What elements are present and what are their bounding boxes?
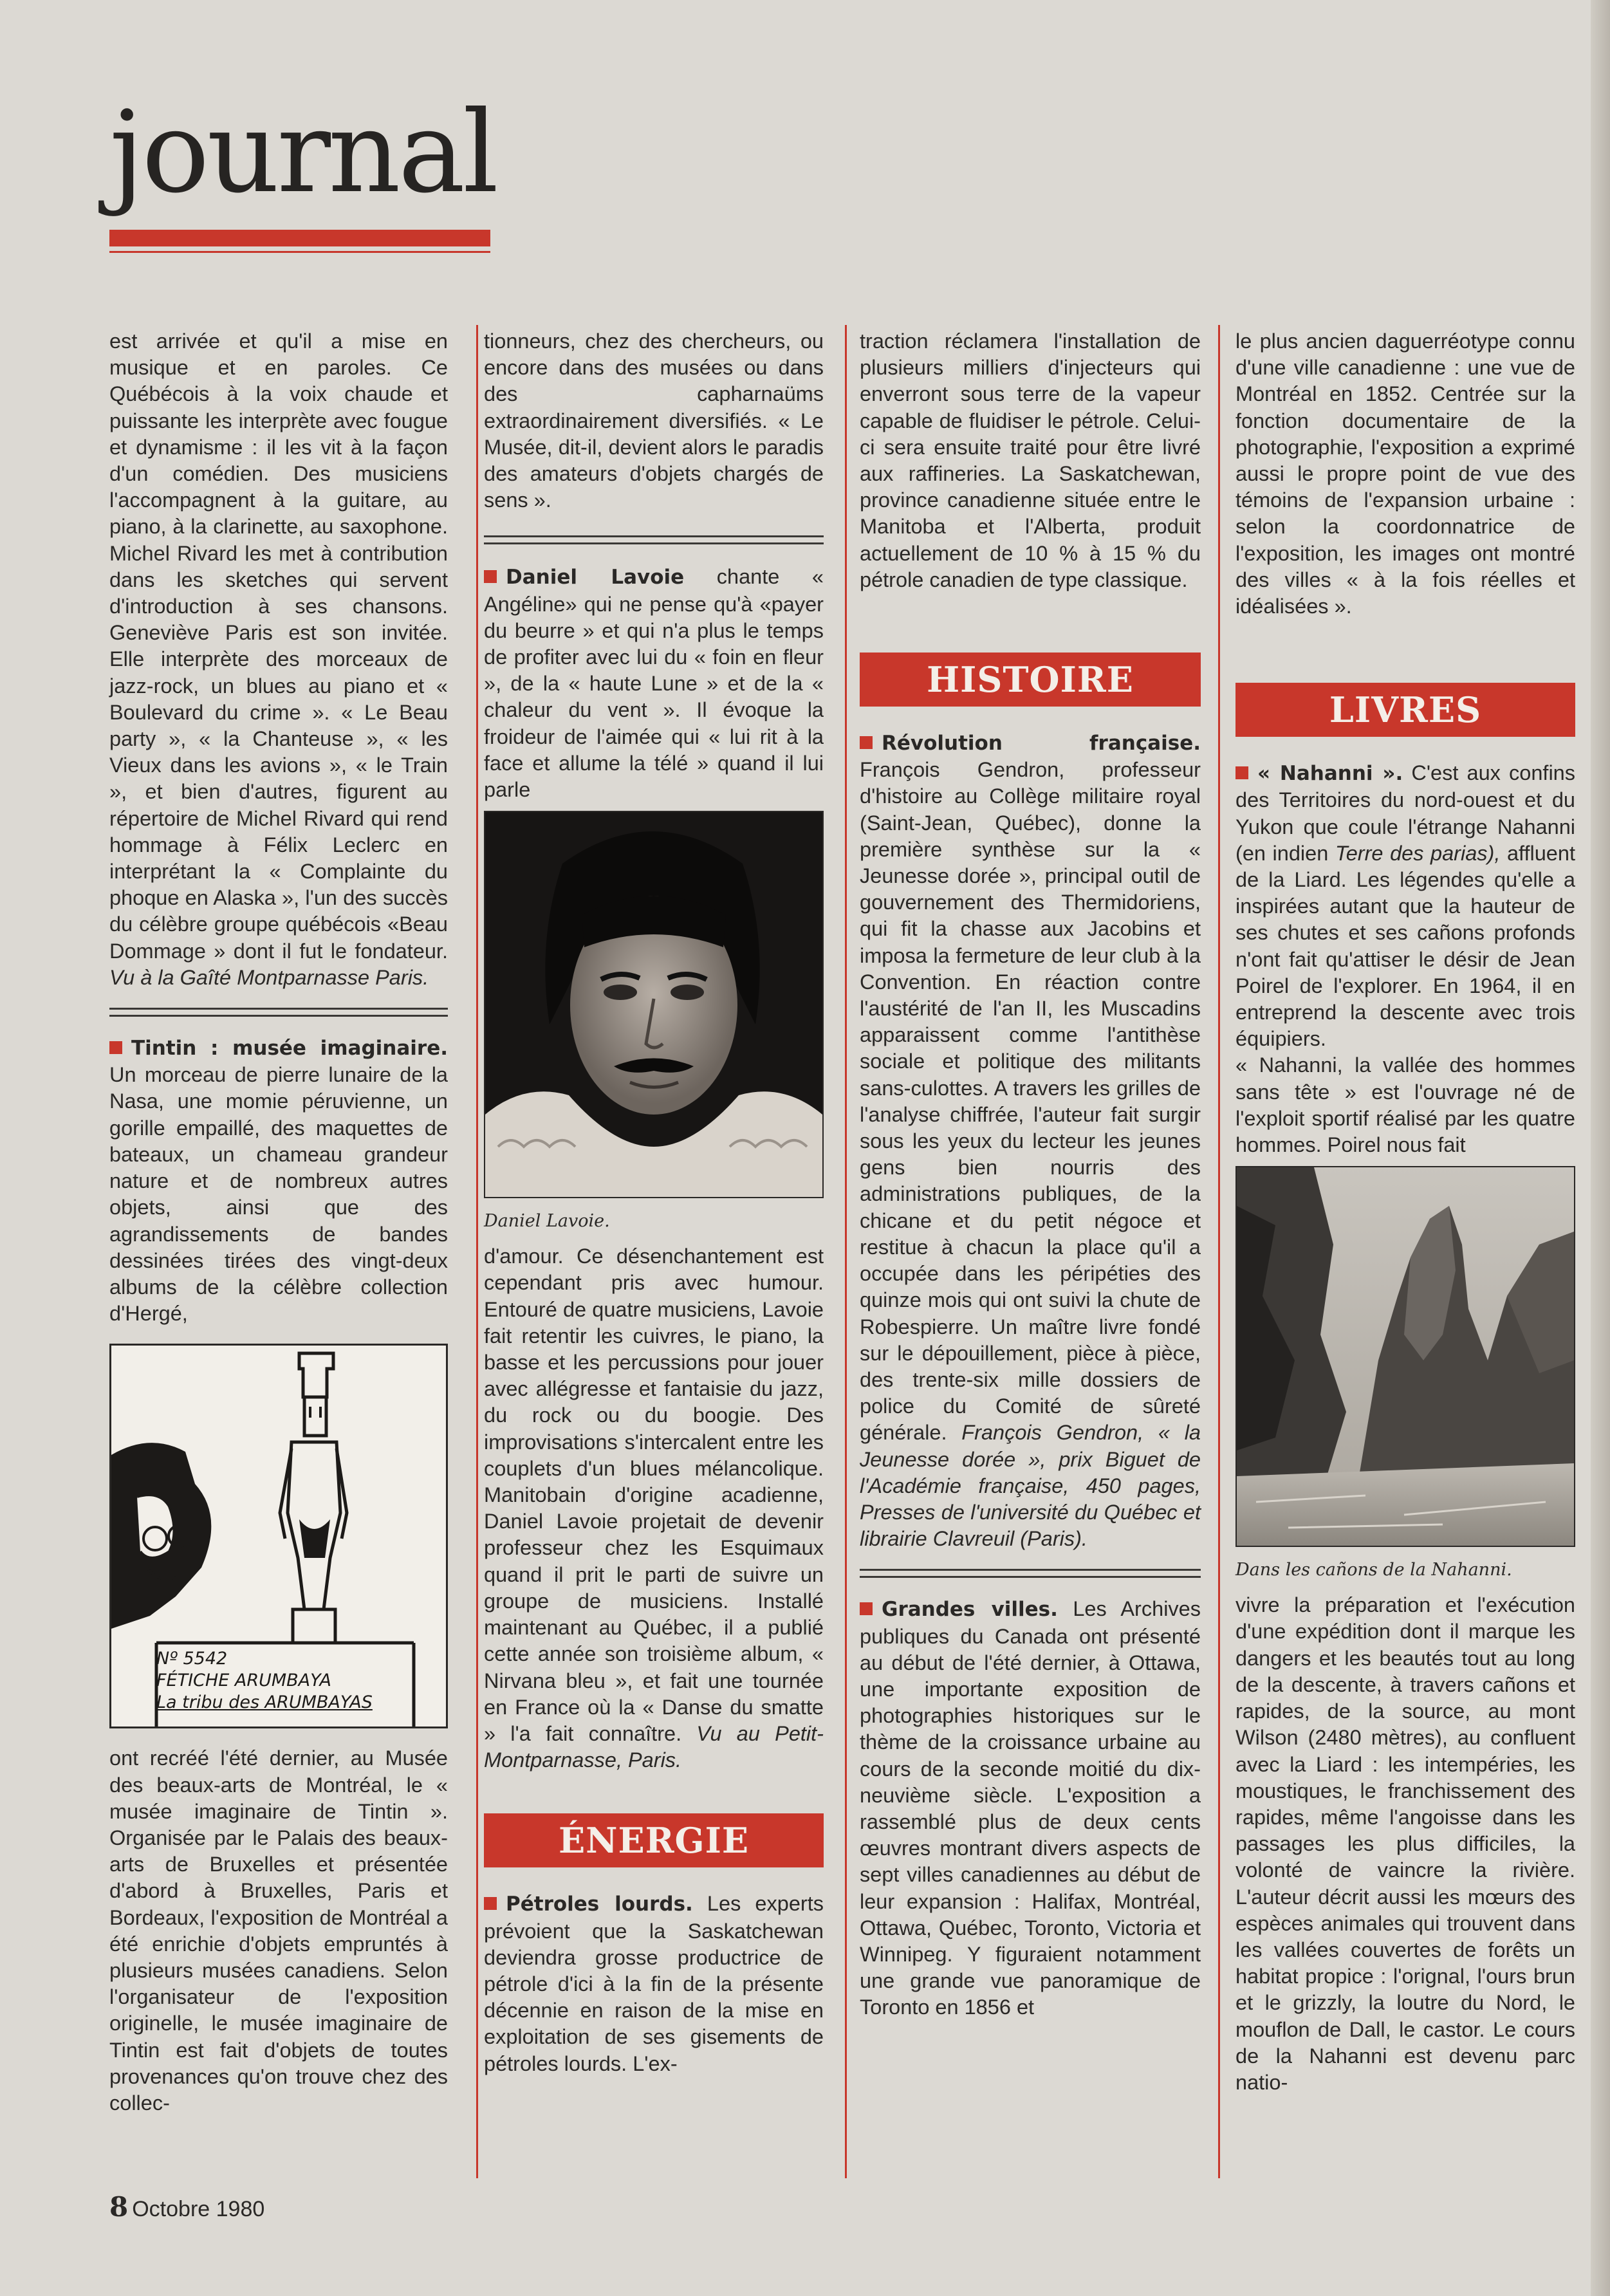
photo-caption-lavoie: Daniel Lavoie. [484, 1211, 610, 1232]
nahanni-article: « Nahanni ». C'est aux confins des Territoires du nord-ouest et du Yukon que coule l'étrange Nahanni (en indien Terre des parias), affluent de la Liard. Les légendes qu'elle a inspirées autant que la hauteur de ses chutes et ses cañons profonds n'ont fait qu'attiser le désir de Jean Poirel de l'explorer. En 1964, il en entreprend la descente avec trois équipiers. [1235, 761, 1575, 1051]
section-header-livres: LIVRES [1235, 683, 1575, 737]
photo-caption-nahanni: Dans les cañons de la Nahanni. [1235, 1560, 1512, 1580]
revolution-article: Révolution française. François Gendron, professeur d'histoire au Collège militaire royal (Saint-Jean, Québec), donne la première synthèse sur la « Jeunesse dorée », principal outil de gouvernement des Thermidoriens, qui fit la chasse aux Jacobins et imposa la fermeture de leur club à la Convention. En réaction contre l'austérité de l'an II, les Muscadins apparaissent comme l'antithèse sociale et politique des militants sans-culottes. A travers les grilles de l'analyse chiffrée, l'auteur fait surgir sous les yeux du lecteur les jeunes gens bien nourris des administrations publiques, de la chicane et du petit négoce et restitue à chacun la place qu'il a occupée dans les péripéties des quinze mois qui ont suivi la chute de Robespierre. Un maître livre fondé sur le dépouillement, pièce à pièce, des trente-six mille dossiers de police du Comité de sûreté générale. François Gendron, « la Jeunesse dorée », prix Biguet de l'Académie française, 450 pages, Presses de l'université du Québec et librairie Clavreuil (Paris). [860, 732, 1201, 1551]
bullet-square-icon [860, 736, 873, 749]
nahanni-caption-area [1235, 1547, 1575, 1592]
column-rule-1 [476, 325, 478, 2178]
portrait-image [485, 812, 822, 1197]
masthead-title: journal [109, 88, 496, 218]
separator [484, 535, 824, 544]
page-edge-shadow [1591, 0, 1610, 2296]
separator [109, 1008, 448, 1017]
daniel-lavoie-photo [484, 811, 824, 1198]
section-header-histoire: HISTOIRE [860, 653, 1201, 707]
nahanni-canyon-photo [1235, 1166, 1575, 1547]
bullet-square-icon [484, 570, 497, 583]
grandes-villes-article: Grandes villes. Les Archives publiques du Canada ont présenté au début de l'été dernier, à Ottawa, une importante exposition de photographies historiques sur le thème de la croissance urbaine au cours de la seconde moitié du dix-neuvième siècle. L'exposition a rassemblé plus de deux cents œuvres montrant divers aspects de sept villes canadiennes au début de leur expansion : Halifax, Montréal, Ottawa, Québec, Toronto, Victoria et Winnipeg. Y figuraient notamment une grande vue panoramique de Toronto en 1856 et [860, 1597, 1201, 2019]
petrole-article: Pétroles lourds. Les experts prévoient que la Saskatchewan deviendra grosse productrice de pétrole d'ici à la fin de la présente décennie en raison de la mise en exploitation de ses gisements de pétroles lourds. L'ex- [484, 1892, 824, 2075]
masthead-line [109, 251, 490, 253]
bullet-square-icon [860, 1602, 873, 1615]
tintin-article: Tintin : musée imaginaire. Un morceau de pierre lunaire de la Nasa, une momie péruvienne, un gorille empaillé, des maquettes de bateaux, un chameau grandeur nature et de nombreux autres objets, ainsi que des agrandissements de bandes dessinées tirées des vingt-deux albums de la célèbre collection d'Hergé, [109, 1037, 448, 1326]
separator [860, 1569, 1201, 1578]
canyon-image [1237, 1167, 1574, 1546]
issue-date: Octobre 1980 [132, 2197, 265, 2221]
petrole-article-continued: traction réclamera l'installation de plusieurs milliers d'injecteurs qui enverront sous terre de la vapeur capable de fluidiser le pétrole. Celui-ci sera ensuite traité pour être livré aux raffineries. La Saskatchewan, province canadienne située entre le Manitoba et l'Alberta, produit actuellement de 10 % à 15 % du pétrole canadien de type classique. [860, 329, 1201, 591]
nahanni-article-continued: vivre la préparation et l'exécution d'une expédition dont il marque les dangers et les beautés tout au long de la descente, à travers cañons et rapides, de la source, au mont Wilson (2480 mètres), au confluent avec la Liard : les intempéries, les moustiques, le franchissement des rapides, même l'angoisse dans les passages les plus difficiles, la volonté de vaincre la rivière. L'auteur décrit aussi les mœurs des espèces animales qui trouvent dans les vallées couvertes de forêts un habitat propice : l'orignal, l'ours brun et le grizzly, la loutre du Nord, le mouflon de Dall, le castor. Le cours de la Nahanni est devenu parc natio- [1235, 1593, 1575, 2094]
lavoie-article-continued: d'amour. Ce désenchantement est cependant pris avec humour. Entouré de quatre musiciens, Lavoie fait retentir les cuivres, le piano, la basse et les percussions pour jouer avec allégresse et fantaisie du jazz, du rock ou du boogie. Des improvisations s'intercalent entre les couplets d'un blues mélancolique. Manitobain d'origine acadienne, Daniel Lavoie projetait de devenir professeur chez les Esquimaux quand il prit le parti de suivre un groupe de musiciens. Installé maintenant au Québec, il a publié cette année son troisième album, « Nirvana bleu », et fait une tournée en France où la « Danse du smatte » l'a fait connaître. Vu au Petit-Montparnasse, Paris. [484, 1245, 824, 1772]
column-1 [109, 328, 448, 2116]
tintin-article-end: tionneurs, chez des chercheurs, ou encore dans des musées ou dans des capharnaüms extraordinairement diversifiés. « Le Musée, dit-il, devient alors le paradis des amateurs d'objets chargés de sens ». [484, 329, 824, 512]
lavoie-caption-area [484, 1198, 824, 1243]
column-4 [1235, 328, 1575, 2096]
bullet-square-icon [484, 1897, 497, 1910]
column-3 [860, 328, 1201, 2021]
column-rule-2 [845, 325, 847, 2178]
grandes-villes-article-continued: le plus ancien daguerréotype connu d'une ville canadienne : une vue de Montréal en 1852. Centrée sur la fonction documentaire de la photographie, l'exposition a exprimé aussi le propre point de vue des témoins de l'expansion urbaine : selon la coordonnatrice de l'exposition, les images ont montré des villes « à la fois réelles et idéalisées ». [1235, 329, 1575, 618]
page-number: 8 [109, 2191, 129, 2223]
rivard-article: est arrivée et qu'il a mise en musique et en paroles. Ce Québécois à la voix chaude et puissante les interprète avec fougue et dynamisme : il les vit à la façon d'un comédien. Des musiciens l'accompagnent à la guitare, au piano, à la clarinette, au saxophone. Michel Rivard les met à contribution dans les sketches qui servent d'introduction à ses chansons. Geneviève Paris est son invitée. Elle interprète des morceaux de jazz-rock, un blues au piano et « Boulevard du crime ». « Le Beau party », « la Chanteuse », « les Vieux dans les avions », « le Train », et bien d'autres, figurent au répertoire de Michel Rivard qui rend hommage à Félix Leclerc en interprétant la « Complainte du phoque en Alaska », l'un des succès du célèbre groupe québécois «Beau Dommage » dont il fut le fondateur. Vu à la Gaîté Montparnasse Paris. [109, 329, 448, 989]
comic-museum-label: Nº 5542 FÉTICHE ARUMBAYA La tribu des ARUMBAYAS [156, 1649, 373, 1713]
column-2 [484, 328, 824, 2077]
lavoie-article: Daniel Lavoie chante « Angéline» qui ne pense qu'à «payer du beurre » et qui n'a plus le temps de profiter avec lui du « foin en fleur », de la « haute Lune » et de la « chaleur du vent ». Il évoque la froideur de l'aimée qui « lui rit à la face et allume la télé » quand il lui parle [484, 565, 824, 802]
section-header-energie: ÉNERGIE [484, 1813, 824, 1867]
tintin-comic-illustration [109, 1344, 448, 1728]
tintin-article-continued: ont recréé l'été dernier, au Musée des beaux-arts de Montréal, le « musée imaginaire de Tintin ». Organisée par le Palais des beaux-arts de Bruxelles et présentée d'abord à Bruxelles, Paris et Bordeaux, l'exposition de Montréal a été enrichie d'objets empruntés à plusieurs musées canadiens. Selon l'organisateur de l'exposition originelle, le musée imaginaire de Tintin est fait d'objets de toutes provenances qu'on trouve chez des collec- [109, 1746, 448, 2115]
bullet-square-icon [1235, 766, 1248, 779]
masthead-bar [109, 230, 490, 246]
nahanni-article-p2: « Nahanni, la vallée des hommes sans tête » est l'ouvrage né de l'exploit sportif réalisé par les quatre hommes. Poirel nous fait [1235, 1053, 1575, 1157]
bullet-square-icon [109, 1041, 122, 1054]
column-rule-3 [1218, 325, 1220, 2178]
page-footer [109, 2191, 264, 2223]
